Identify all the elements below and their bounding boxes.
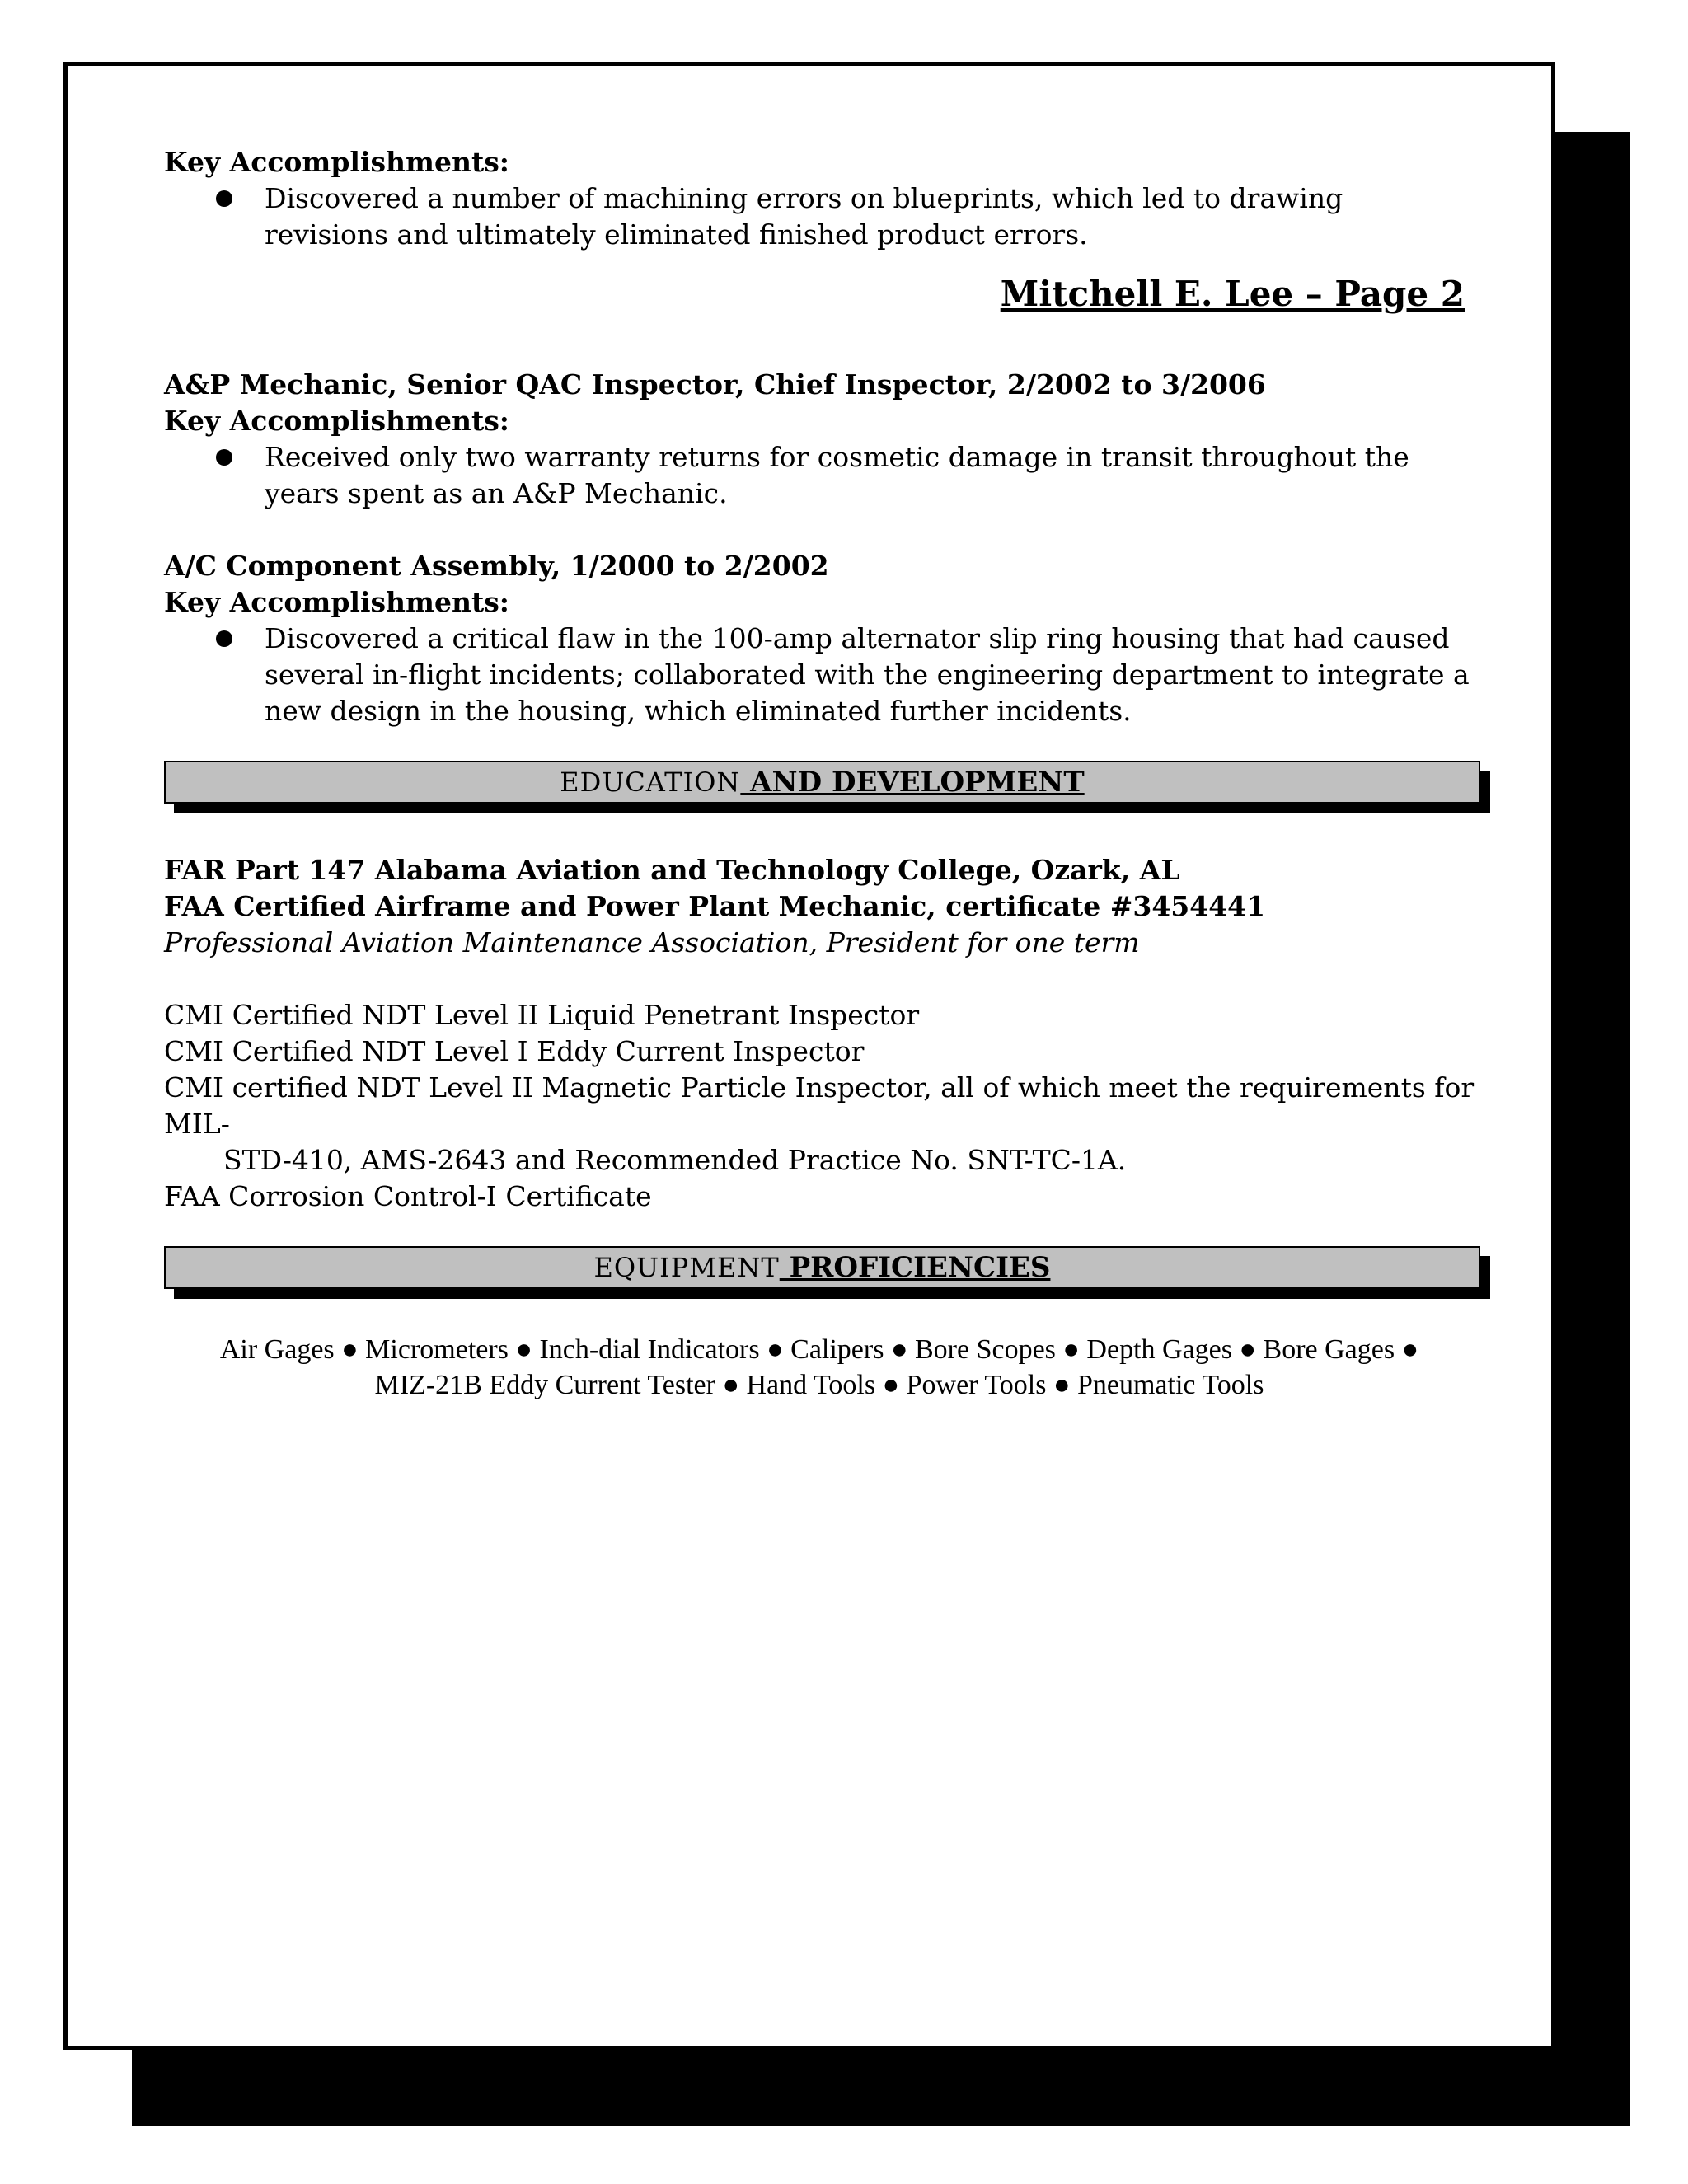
section-bar: [164, 761, 1480, 804]
association-line: Professional Aviation Maintenance Association, President for one term: [164, 926, 1140, 958]
key-accomplishments-label: Key Accomplishments:: [164, 586, 509, 618]
education-section-header: [164, 761, 1480, 807]
bullet-item: [164, 621, 1475, 729]
job-title: A&P Mechanic, Senior QAC Inspector, Chief Inspector, 2/2002 to 3/2006: [164, 368, 1266, 401]
bullet-icon: [164, 439, 265, 512]
bullet-text: Discovered a number of machining errors on blueprints, which led to drawing revisions and ultimately eliminated finished product errors.: [265, 182, 1343, 251]
cert-line: CMI Certified NDT Level II Liquid Penetrant Inspector: [164, 999, 920, 1031]
cert-line-continued: STD-410, AMS-2643 and Recommended Practice No. SNT-TC-1A.: [223, 1144, 1127, 1176]
cert-line: FAA Corrosion Control-I Certificate: [164, 1180, 652, 1212]
key-accomplishments-label: Key Accomplishments:: [164, 405, 509, 437]
section-bar: [164, 1246, 1480, 1289]
bullet-item: [164, 180, 1475, 253]
section-title-plain: EDUCATION: [560, 766, 741, 798]
equipment-section-header: [164, 1246, 1480, 1292]
equipment-list-line: MIZ-21B Eddy Current Tester ● Hand Tools ● Power Tools ● Pneumatic Tools: [374, 1370, 1264, 1400]
bullet-text: Received only two warranty returns for cosmetic damage in transit throughout the years spent as an A&P Mechanic.: [265, 441, 1409, 509]
section-title-strong: AND DEVELOPMENT: [740, 766, 1085, 799]
bullet-item: [164, 439, 1475, 512]
section-title-plain: EQUIPMENT: [593, 1252, 780, 1283]
job-title: A/C Component Assembly, 1/2000 to 2/2002: [164, 550, 829, 582]
bullet-text: Discovered a critical flaw in the 100-amp alternator slip ring housing that had caused several in-flight incidents; collaborated with the engineering department to integrate a new design in the housing, which eliminated further incidents.: [265, 622, 1470, 727]
certification-line: FAA Certified Airframe and Power Plant Mechanic, certificate #3454441: [164, 890, 1266, 922]
equipment-list-line: Air Gages ● Micrometers ● Inch-dial Indicators ● Calipers ● Bore Scopes ● Depth Gages ● Bore Gages ●: [219, 1334, 1419, 1365]
page-header: Mitchell E. Lee – Page 2: [1000, 274, 1465, 314]
section-title-strong: PROFICIENCIES: [779, 1251, 1051, 1284]
resume-page: [63, 62, 1555, 2050]
cert-line: CMI certified NDT Level II Magnetic Particle Inspector, all of which meet the requirements for MIL-: [164, 1071, 1475, 1140]
bullet-icon: [164, 621, 265, 729]
key-accomplishments-label: Key Accomplishments:: [164, 146, 509, 178]
cert-line: CMI Certified NDT Level I Eddy Current Inspector: [164, 1035, 865, 1067]
bullet-icon: [164, 180, 265, 253]
education-line: FAR Part 147 Alabama Aviation and Technology College, Ozark, AL: [164, 854, 1180, 886]
resume-content: [164, 144, 1475, 1403]
